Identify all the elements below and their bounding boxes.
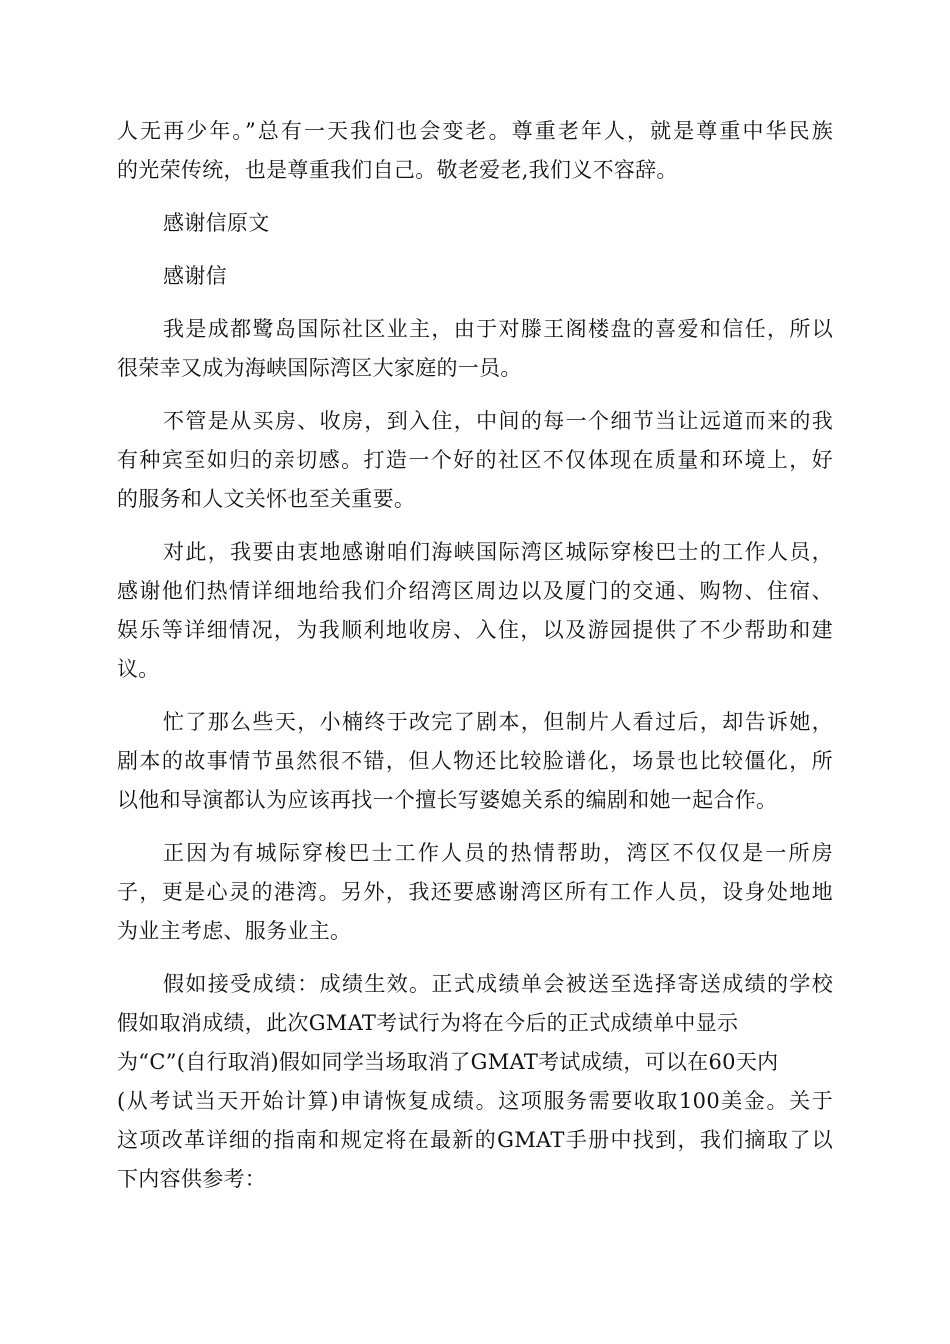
text-line: 我是成都鹭岛国际社区业主，由于对滕王阁楼盘的喜爱和信任，所以 <box>163 317 833 341</box>
text-line: 有种宾至如归的亲切感。打造一个好的社区不仅体现在质量和环境上，好 <box>117 448 833 472</box>
text-line: 以他和导演都认为应该再找一个擅长写婆媳关系的编剧和她一起合作。 <box>117 788 778 812</box>
text-line: 正因为有城际穿梭巴士工作人员的热情帮助，湾区不仅仅是一所房 <box>163 841 833 865</box>
text-line: 这项改革详细的指南和规定将在最新的GMAT手册中找到，我们摘取了以 <box>117 1128 833 1152</box>
text-line: 很荣幸又成为海峡国际湾区大家庭的一员。 <box>117 356 522 380</box>
text-line: 忙了那么些天，小楠终于改完了剧本，但制片人看过后，却告诉她， <box>163 710 833 734</box>
text-line: 剧本的故事情节虽然很不错，但人物还比较脸谱化，场景也比较僵化，所 <box>117 749 833 773</box>
text-line: 假如取消成绩，此次GMAT考试行为将在今后的正式成绩单中显示 <box>117 1011 739 1035</box>
text-line: 不管是从买房、收房，到入住，中间的每一个细节当让远道而来的我 <box>163 409 833 433</box>
document-body <box>117 112 833 1213</box>
letter-title: 感谢信 <box>163 264 227 288</box>
text-line: 对此，我要由衷地感谢咱们海峡国际湾区城际穿梭巴士的工作人员， <box>163 540 833 564</box>
section-title-original: 感谢信原文 <box>163 211 270 235</box>
text-line: 子，更是心灵的港湾。另外，我还要感谢湾区所有工作人员，设身处地地 <box>117 880 833 904</box>
text-line: 议。 <box>117 657 160 681</box>
paragraph-experience <box>117 402 833 519</box>
text-line: 的光荣传统，也是尊重我们自己。敬老爱老,我们义不容辞。 <box>117 158 678 182</box>
paragraph-script-story <box>117 703 833 820</box>
paragraph-harbor <box>117 834 833 951</box>
text-line: 为业主考虑、服务业主。 <box>117 919 352 943</box>
text-line: 感谢他们热情详细地给我们介绍湾区周边以及厦门的交通、购物、住宿、 <box>117 579 833 603</box>
paragraph-owner-intro <box>117 310 833 388</box>
text-line: 娱乐等详细情况，为我顺利地收房、入住，以及游园提供了不少帮助和建 <box>117 618 833 642</box>
paragraph-thanks-shuttle <box>117 533 833 689</box>
text-line: 假如接受成绩：成绩生效。正式成绩单会被送至选择寄送成绩的学校 <box>163 972 833 996</box>
text-line: 人无再少年。”总有一天我们也会变老。尊重老年人，就是尊重中华民族 <box>117 119 833 143</box>
text-line: (从考试当天开始计算)申请恢复成绩。这项服务需要收取100美金。关于 <box>117 1089 833 1113</box>
text-line: 为“C”(自行取消)假如同学当场取消了GMAT考试成绩，可以在60天内 <box>117 1050 779 1074</box>
paragraph-respect-elders <box>117 112 833 190</box>
text-line: 的服务和人文关怀也至关重要。 <box>117 487 416 511</box>
paragraph-gmat-scores <box>117 965 833 1199</box>
text-line: 下内容供参考： <box>117 1167 267 1191</box>
